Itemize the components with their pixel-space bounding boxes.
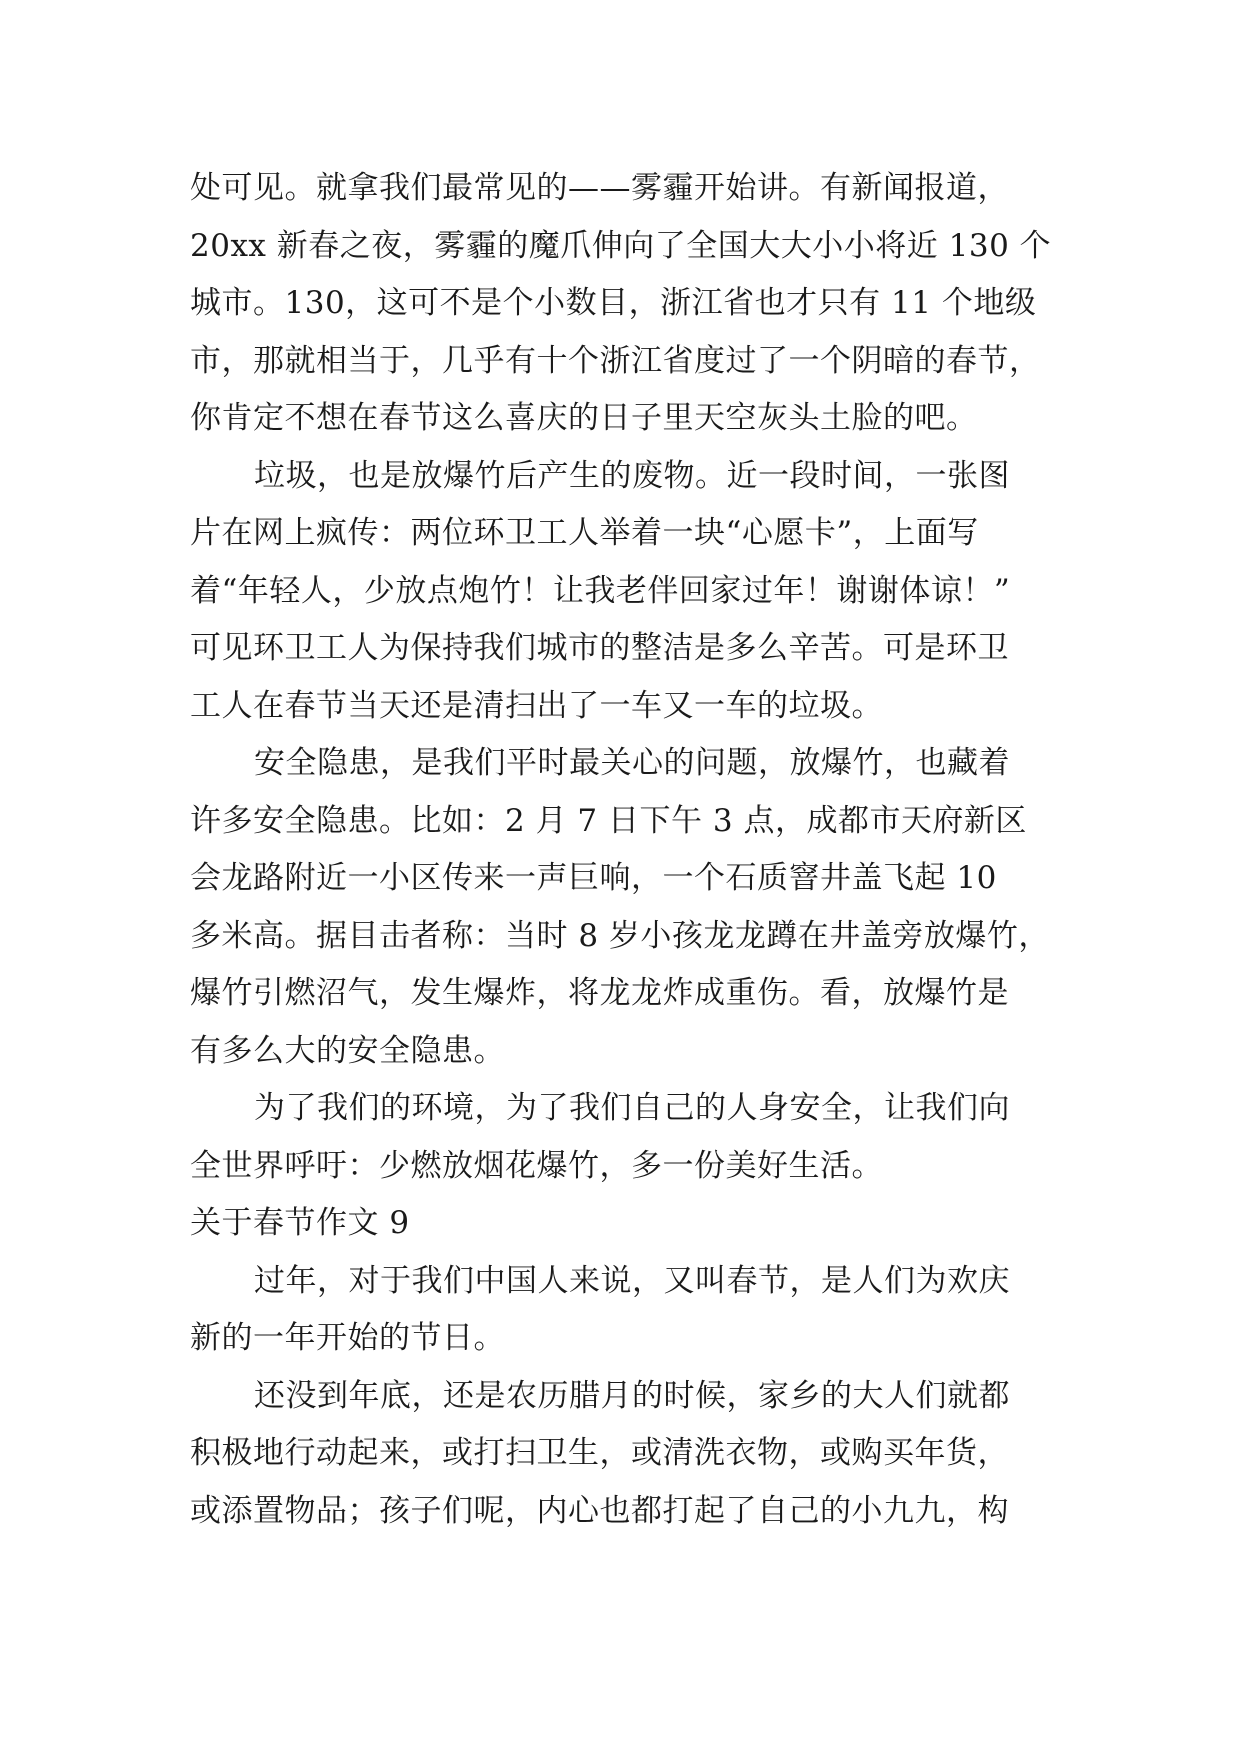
paragraph	[190, 1368, 1050, 1541]
paragraph	[190, 448, 1050, 736]
document-body	[190, 160, 1050, 1540]
text-line: 市，那就相当于，几乎有十个浙江省度过了一个阴暗的春节，	[190, 342, 1041, 379]
text-line: 为了我们的环境，为了我们自己的人身安全，让我们向	[254, 1090, 1010, 1126]
text-line: 或添置物品；孩子们呢，内心也都打起了自己的小九九，构	[190, 1492, 1009, 1529]
text-line: 着“年轻人，少放点炮竹！让我老伴回家过年！谢谢体谅！”	[190, 572, 1011, 609]
text-line: 积极地行动起来，或打扫卫生，或清洗衣物，或购买年货，	[190, 1435, 1009, 1471]
paragraph	[190, 160, 1050, 448]
text-line: 有多么大的安全隐患。	[190, 1032, 505, 1069]
text-line: 全世界呼吁：少燃放烟花爆竹，多一份美好生活。	[190, 1147, 883, 1184]
paragraph	[190, 1253, 1050, 1368]
text-line: 城市。130，这可不是个小数目，浙江省也才只有 11 个地级	[190, 285, 1037, 321]
text-line: 新的一年开始的节日。	[190, 1320, 505, 1356]
text-line: 垃圾，也是放爆竹后产生的废物。近一段时间，一张图	[254, 457, 1010, 494]
text-line: 安全隐患，是我们平时最关心的问题，放爆竹，也藏着	[254, 745, 1010, 781]
text-line: 工人在春节当天还是清扫出了一车又一车的垃圾。	[190, 687, 883, 724]
section-heading: 关于春节作文 9	[190, 1205, 410, 1241]
text-line: 20xx 新春之夜，雾霾的魔爪伸向了全国大大小小将近 130 个	[190, 227, 1052, 264]
text-line: 会龙路附近一小区传来一声巨响，一个石质窨井盖飞起 10	[190, 860, 997, 896]
text-line: 还没到年底，还是农历腊月的时候，家乡的大人们就都	[254, 1377, 1010, 1414]
text-line: 处可见。就拿我们最常见的——雾霾开始讲。有新闻报道，	[190, 170, 1009, 206]
text-line: 你肯定不想在春节这么喜庆的日子里天空灰头土脸的吧。	[190, 400, 978, 436]
text-line: 多米高。据目击者称：当时 8 岁小孩龙龙蹲在井盖旁放爆竹，	[190, 917, 1050, 954]
text-line: 许多安全隐患。比如：2 月 7 日下午 3 点，成都市天府新区	[190, 802, 1027, 839]
text-line: 过年，对于我们中国人来说，又叫春节，是人们为欢庆	[254, 1262, 1010, 1299]
text-line: 可见环卫工人为保持我们城市的整洁是多么辛苦。可是环卫	[190, 630, 1009, 666]
text-line: 爆竹引燃沼气，发生爆炸，将龙龙炸成重伤。看，放爆竹是	[190, 975, 1009, 1011]
text-line: 片在网上疯传：两位环卫工人举着一块“心愿卡”，上面写	[190, 515, 979, 551]
paragraph	[190, 735, 1050, 1080]
paragraph	[190, 1080, 1050, 1195]
